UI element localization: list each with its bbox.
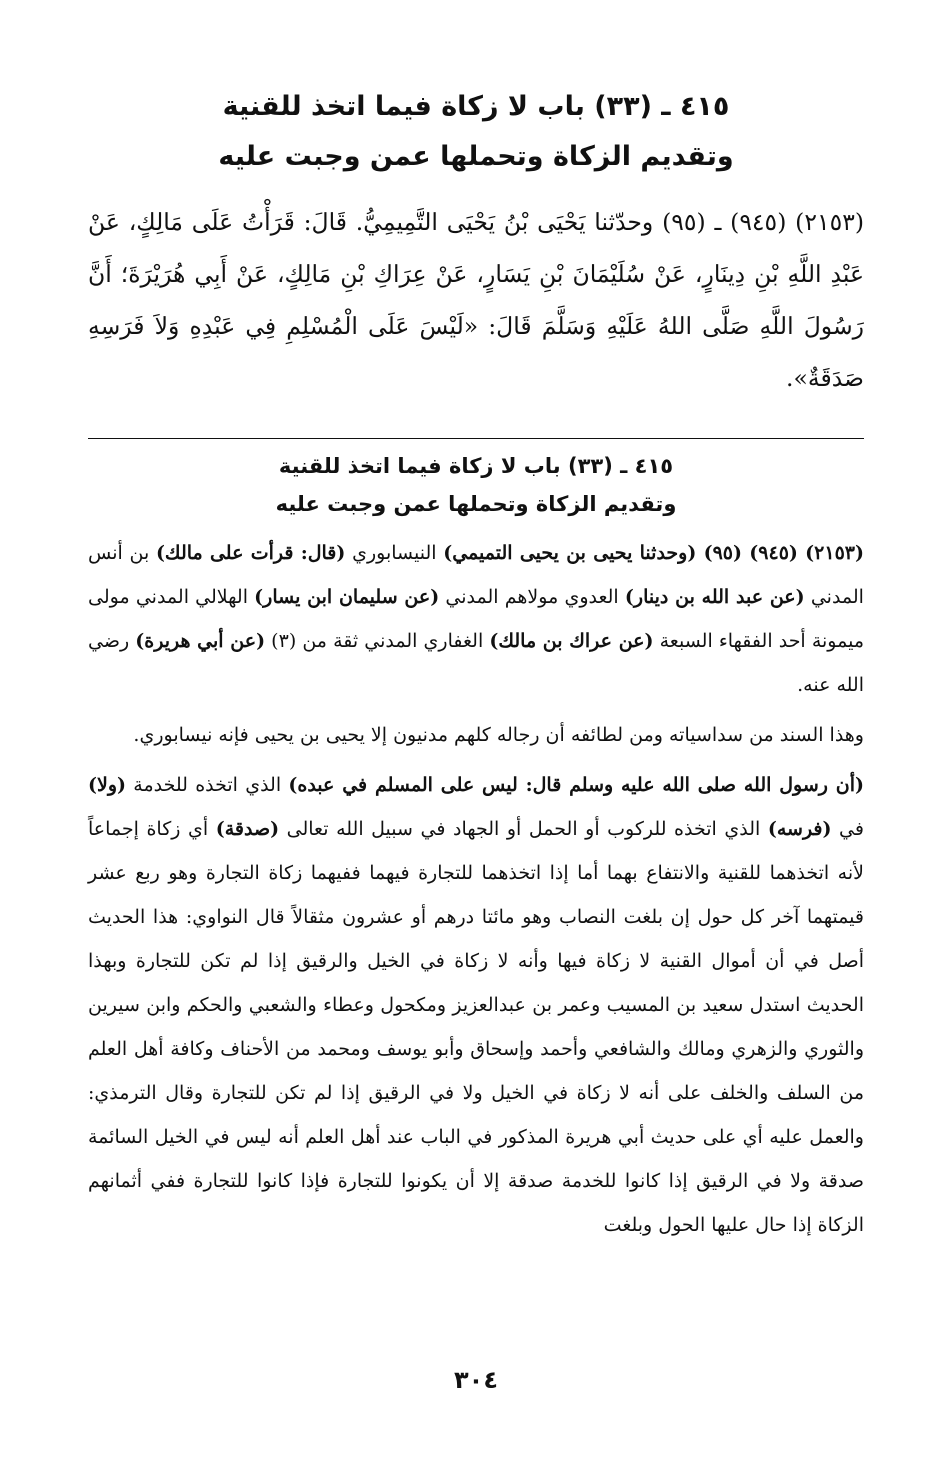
text-segment: رضي الله عنه.	[88, 630, 864, 696]
commentary-section	[88, 447, 864, 1247]
commentary-body	[88, 531, 864, 1247]
text-segment: في	[831, 818, 864, 840]
chapter-title-line2: وتقديم الزكاة وتحملها عمن وجبت عليه	[218, 141, 734, 172]
bold-segment: (عن أبي هريرة)	[135, 630, 266, 652]
bold-segment: (صدقة)	[215, 818, 280, 840]
matn-section	[88, 82, 864, 404]
text-segment: الهلالي المدني مولى ميمونة أحد الفقهاء السبعة	[88, 586, 865, 652]
text-segment: النيسابوري	[345, 542, 444, 564]
commentary-title-line1: ٤١٥ ـ (٣٣) باب لا زكاة فيما اتخذ للقنية	[278, 454, 674, 478]
sanad-note-paragraph: وهذا السند من سداسياته ومن لطائفه أن رجاله كلهم مدنيون إلا يحيى بن يحيى فإنه نيسابوري.	[133, 724, 864, 746]
text-segment: الغفاري المدني ثقة من (٣)	[265, 630, 490, 652]
isnad-paragraph	[88, 531, 864, 707]
hadith-text: (٢١٥٣) (٩٤٥) ـ (٩٥) وحدّثنا يَحْيَى بْنُ يَحْيَى التَّمِيمِيُّ. قَالَ: قَرَأْتُ عَلَى مَالِكٍ، عَنْ عَبْدِ اللَّهِ بْنِ دِينَارٍ، عَنْ سُلَيْمَانَ بْنِ يَسَارٍ، عَنْ عِرَاكِ بْنِ مَالِكٍ، عَنْ أَبِي هُرَيْرَةَ؛ أَنَّ رَسُولَ اللَّهِ صَلَّى اللهُ عَلَيْهِ وَسَلَّمَ قَالَ: «لَيْسَ عَلَى الْمُسْلِمِ فِي عَبْدِهِ وَلاَ فَرَسِهِ صَدَقَةٌ».	[88, 208, 864, 392]
hadith-block	[88, 196, 864, 404]
text-segment: أي زكاة إجماعاً لأنه اتخذهما للقنية والانتفاع بهما أما إذا اتخذهما للتجارة فيهما ففيهما زكاة التجارة وهو ربع عشر قيمتهما آخر كل حول إن بلغت النصاب وهو مائتا درهم أو عشرون مثقالاً قال النواوي: هذا الحديث أصل في أن أموال القنية لا زكاة فيها وأنه لا زكاة في الخيل والرقيق إذا لم تكن للتجارة وبهذا الحديث استدل سعيد بن المسيب وعمر بن عبدالعزيز ومكحول وعطاء والشعبي والحكم وابن سيرين والثوري والزهري ومالك والشافعي وأحمد وإسحاق وأبو يوسف ومحمد من الأحناف وكافة أهل العلم من السلف والخلف على أنه لا زكاة في الخيل ولا في الرقيق إذا لم تكن للتجارة وقال الترمذي: والعمل عليه أي على حديث أبي هريرة المذكور في الباب عند أهل العلم أنه ليس في الخيل السائمة صدقة ولا في الرقيق إذا كانوا للخدمة صدقة إلا أن يكونوا للتجارة فإذا كانوا للتجارة ففي أثمانهم الزكاة إذا حال عليها الحول وبلغت	[88, 818, 864, 1236]
bold-segment: (قال: قرأت على مالك)	[155, 542, 346, 564]
bold-segment: (فرسه)	[767, 818, 832, 840]
bold-segment: (٢١٥٣) (٩٤٥) (٩٥) (وحدثنا يحيى بن يحيى التميمي)	[443, 542, 864, 564]
text-segment: بن أنس المدني	[88, 542, 864, 608]
bold-segment: (عن عراك بن مالك)	[489, 630, 654, 652]
explanation-paragraph	[88, 763, 864, 1247]
bold-segment: (عن سليمان ابن يسار)	[254, 586, 440, 608]
chapter-title-line1: ٤١٥ ـ (٣٣) باب لا زكاة فيما اتخذ للقنية	[222, 91, 730, 122]
section-divider	[88, 438, 864, 439]
text-segment: العدوي مولاهم المدني	[439, 586, 625, 608]
page-number: ٣٠٤	[454, 1366, 498, 1394]
text-segment: الذي اتخذه للركوب أو الحمل أو الجهاد في سبيل الله تعالى	[279, 818, 768, 840]
book-page	[0, 82, 952, 1461]
commentary-title-line2: وتقديم الزكاة وتحملها عمن وجبت عليه	[275, 492, 677, 516]
bold-segment: (ولا)	[88, 774, 126, 796]
text-segment: الذي اتخذه للخدمة	[126, 774, 289, 796]
bold-segment: (أن رسول الله صلى الله عليه وسلم قال: ليس على المسلم في عبده)	[288, 774, 864, 796]
bold-segment: (عن عبد الله بن دينار)	[624, 586, 805, 608]
